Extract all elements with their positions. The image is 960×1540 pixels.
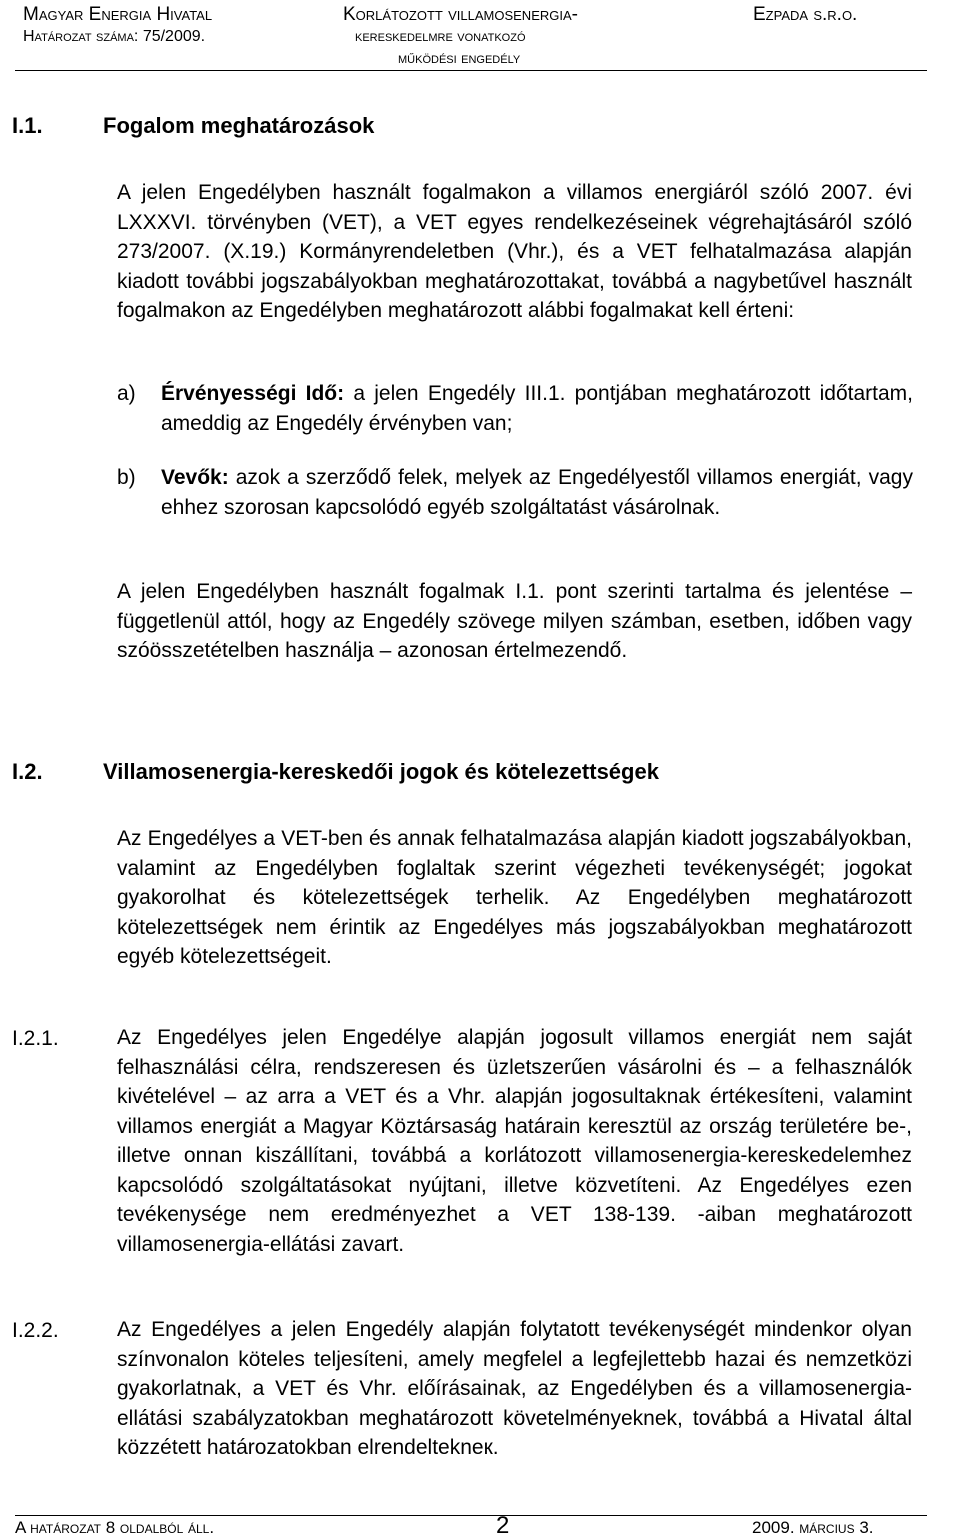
definition-item-a [117,379,913,439]
page-count-note: A határozat 8 oldalból áll. [15,1518,215,1537]
definition-text: a jelen Engedély III.1. pontjában meghatározott időtartam, ameddig az Engedély érvényben van; [161,382,913,435]
rights-intro: Az Engedélyes a VET-ben és annak felhatalmazása alapján kiadott jogszabályokban, valamint az Engedélyben foglaltak szerint végezheti tevékenységét; jogokat gyakorolhat és kötelezettségek terhelik. Az Engedélyben meghatározott kötelezettségek nem érintik az Engedélyes más jogszabályokban meghatározott egyéb kötelezettségeit. [117,827,912,968]
definition-text: azok a szerződő felek, melyek az Engedélyestől villamos energiát, vagy ehhez szorosan kapcsolódó egyéb szolgáltatást vásárolnak. [161,466,913,519]
page-number: 2 [496,1512,510,1539]
section-number: I.2. [12,759,43,784]
item-body [161,463,913,522]
section-title: Villamosenergia-kereskedői jogok és kötelezettségek [103,759,659,784]
header-left [23,4,212,48]
section-title: Fogalom meghatározások [103,113,375,138]
licensee-name: Ezpada s.r.o. [753,4,858,25]
header-middle [343,4,643,70]
item-label: b) [117,466,136,489]
definitions-closing: A jelen Engedélyben használt fogalmak I.1. pont szerinti tartalma és jelentése – függetlenül attól, hogy az Engedély szövege milyen számban, esetben, időben vagy szóösszetételben használja – azonosan értelmezendő. [117,580,912,662]
license-title-line1: Korlátozott villamosenergia- [343,4,578,25]
authority-name: Magyar Energia Hivatal [23,4,213,25]
header-divider [15,70,927,71]
license-title-line2: kereskedelmre vonatkozó [355,28,526,45]
item-body [161,379,913,438]
document-date: 2009. március 3. [752,1518,874,1537]
decision-number: Határozat száma: 75/2009. [23,28,206,45]
subsection-number: I.2.1. [12,1027,59,1050]
section-number: I.1. [12,113,43,138]
item-label: a) [117,382,136,405]
header-right [753,4,857,26]
definitions-intro: A jelen Engedélyben használt fogalmakon a villamos energiáról szóló 2007. évi LXXXVI. törvényben (VET), a VET egyes rendelkezéseinek végrehajtásáról szóló 273/2007. (X.19.) Kormányrendeletben (Vhr.), és a VET felhatalmazása alapján kiadott további jogszabályokban meghatározottakat, továbbá a nagybetűvel használt fogalmakon az Engedélyben meghatározott alábbi fogalmakat kell érteni: [117,181,912,322]
subsection-text: Az Engedélyes jelen Engedélye alapján jogosult villamos energiát nem saját felhasználási célra, rendszeresen és üzletszerűen vásárolni és – a felhasználók kivételével – az arra a VET és a Vhr. alapján jogosultaknak értékesíteni, valamint villamos energiát a Magyar Köztársaság határain keresztül az ország területére be-, illetve onnan kiszállítani, továbbá a korlátozott villamosenergia-kereskedelemhez kapcsolódó szolgáltatásokat nyújtani, illetve közvetíteni. Az Engedélyes ezen tevékenysége nem eredményezhet a VET 138-139. -aiban meghatározott villamosenergia-ellátási zavart. [117,1026,912,1256]
definition-item-b [117,463,913,553]
subsection-number: I.2.2. [12,1319,59,1342]
defined-term: Érvényességi Idő: [161,382,345,405]
subsection-text: Az Engedélyes a jelen Engedély alapján folytatott tevékenységét mindenkor olyan színvonalon köteles teljesíteni, amely megfelel a legfejlettebb hazai és nemzetközi gyakorlatnak, a VET és Vhr. előírásainak, az Engedélyben és a villamosenergia-ellátási szabályzatokban meghatározott követelményeknek, továbbá a Hivatal által közzétett határozatokban elrendeltekneк. [117,1318,912,1459]
license-title-line3: működési engedély [398,50,521,67]
page-header [0,0,960,72]
defined-term: Vevők: [161,466,229,489]
footer-divider [15,1515,927,1516]
